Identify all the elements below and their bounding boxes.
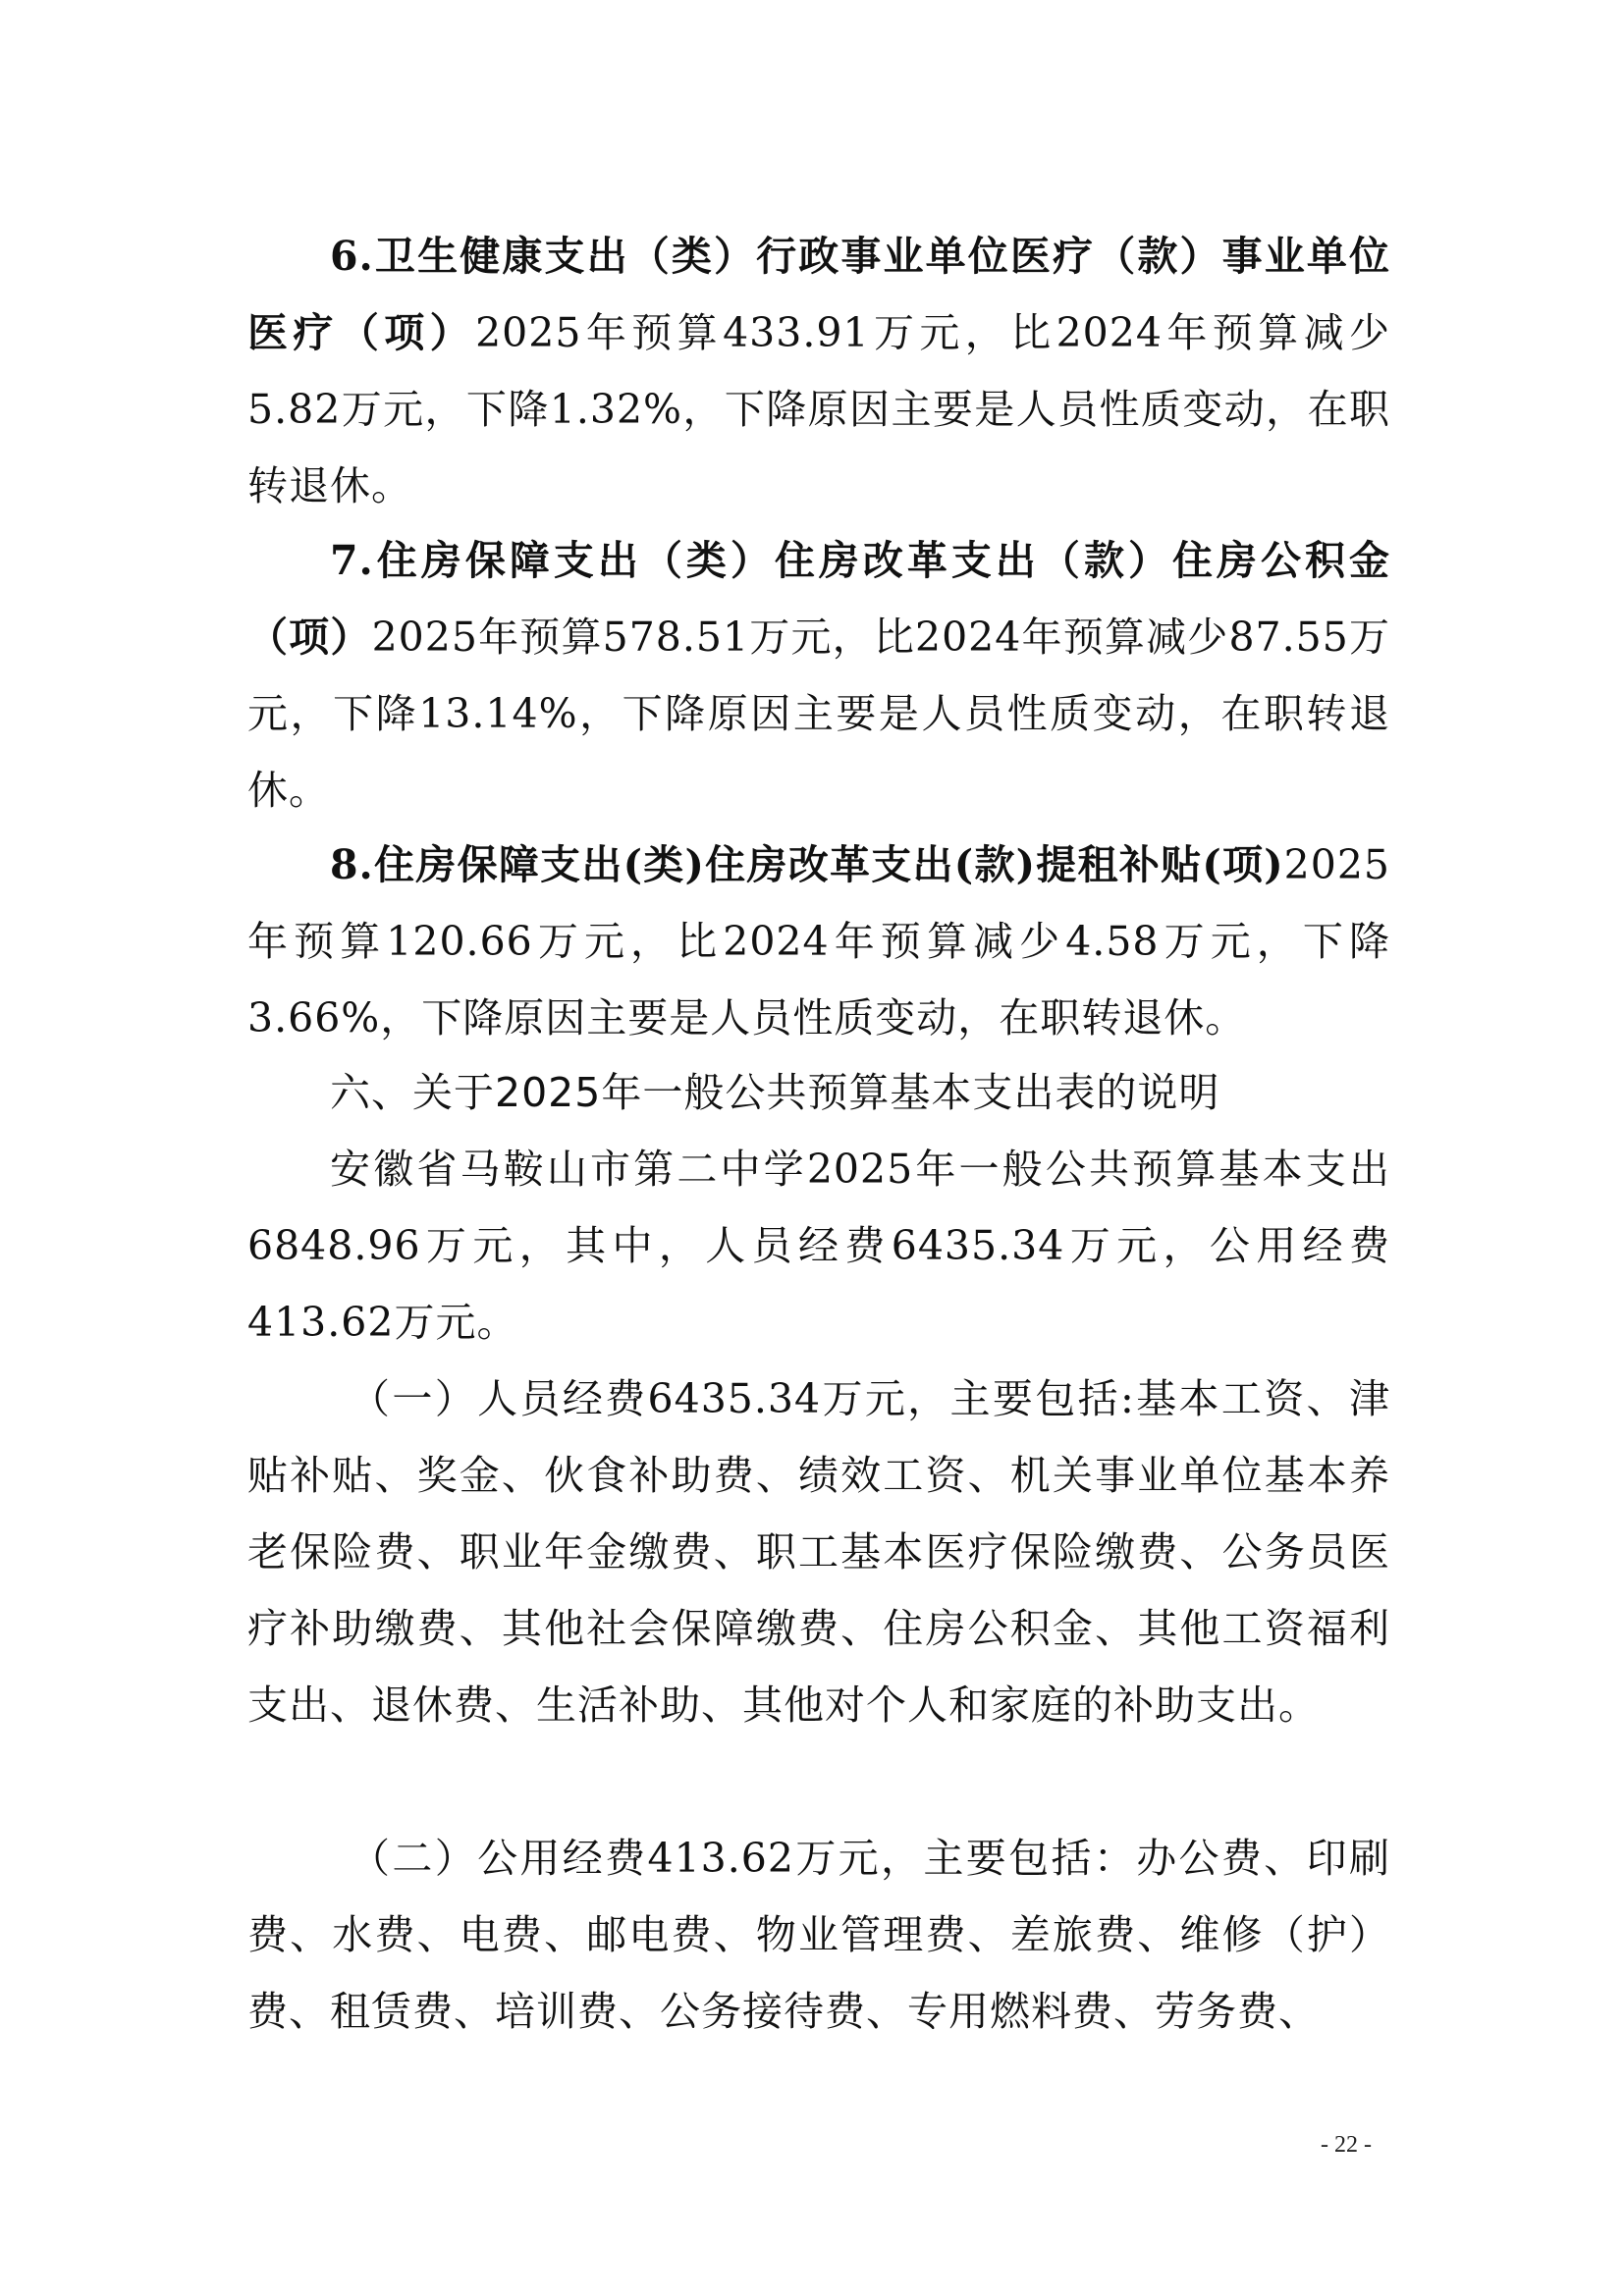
page-number: - 22 -: [1321, 2132, 1372, 2158]
item-8-heading: 8.住房保障支出(类)住房改革支出(款)提租补贴(项): [330, 841, 1284, 888]
item-6-body: 2025年预算433.91万元，比2024年预算减少5.82万元，下降1.32%，下降原因主要是人员性质变动，在职转退休。: [247, 309, 1391, 509]
section-6-title: 六、关于2025年一般公共预算基本支出表的说明: [330, 1069, 1220, 1116]
item-8-body: 2025年预算120.66万元，比2024年预算减少4.58万元，下降3.66%，下降原因主要是人员性质变动，在职转退休。: [247, 841, 1390, 1041]
public-expenses-paragraph: （二）公用经费413.62万元，主要包括：办公费、印刷费、水费、电费、邮电费、物业管理费、差旅费、维修（护）费、租赁费、培训费、公务接待费、专用燃料费、劳务费、: [247, 1835, 1390, 2035]
paragraph-item-8: [247, 827, 1390, 1056]
paragraph-item-7: [247, 522, 1390, 828]
paragraph-item-6: [247, 218, 1390, 524]
item-7-body: 2025年预算578.51万元，比2024年预算减少87.55万元，下降13.14%，下降原因主要是人员性质变动，在职转退休。: [247, 614, 1391, 814]
item-6-heading: 6.卫生健康支出（类）行政事业单位医疗（款）事业单位医疗（项）: [247, 233, 1390, 356]
item-7-heading: 7.住房保障支出（类）住房改革支出（款）住房公积金（项）: [247, 537, 1390, 661]
section-6-summary: 安徽省马鞍山市第二中学2025年一般公共预算基本支出6848.96万元，其中，人员经费6435.34万元，公用经费413.62万元。: [247, 1146, 1390, 1346]
personnel-expenses-paragraph: （一）人员经费6435.34万元，主要包括:基本工资、津贴补贴、奖金、伙食补助费、绩效工资、机关事业单位基本养老保险费、职业年金缴费、职工基本医疗保险缴费、公务员医疗补助缴费、其他社会保障缴费、住房公积金、其他工资福利支出、退休费、生活补助、其他对个人和家庭的补助支出。: [247, 1375, 1390, 1729]
